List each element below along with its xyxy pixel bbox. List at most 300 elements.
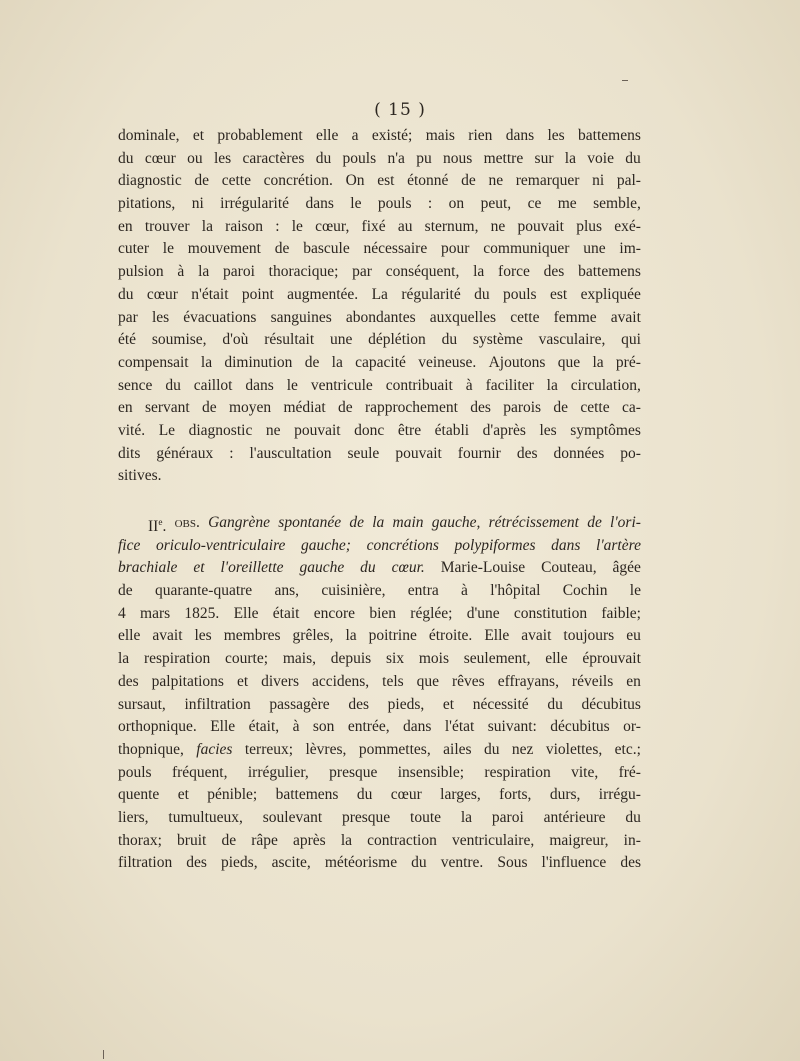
word xyxy=(425,216,479,239)
word xyxy=(581,284,641,307)
text-fragment: d'après xyxy=(482,421,526,439)
text-fragment: fice xyxy=(118,536,141,554)
word xyxy=(229,397,271,420)
text-fragment: ailes xyxy=(443,740,472,758)
text-fragment: pour xyxy=(441,240,470,258)
text-fragment: sur xyxy=(534,149,554,167)
text-fragment: des xyxy=(516,444,538,462)
word xyxy=(576,216,602,239)
text-fragment: Gangrène xyxy=(208,514,271,531)
word xyxy=(293,625,334,648)
text-fragment: sursaut, xyxy=(118,695,166,713)
word xyxy=(489,352,546,375)
text-fragment: voie xyxy=(587,149,614,167)
word xyxy=(348,716,390,739)
word xyxy=(615,739,641,762)
text-fragment: respiration xyxy=(143,650,211,668)
word xyxy=(539,329,606,352)
text-fragment: depuis xyxy=(330,650,372,668)
word xyxy=(528,193,542,216)
text-fragment: brachiale xyxy=(118,559,178,577)
word xyxy=(442,329,458,352)
word xyxy=(369,625,417,648)
text-fragment: veineuse. xyxy=(418,353,477,371)
word xyxy=(118,739,184,762)
text-fragment: fré- xyxy=(618,763,641,781)
text-fragment: pouls xyxy=(342,149,377,167)
word xyxy=(346,170,365,193)
text-fragment: l'auscultation xyxy=(249,444,332,462)
word xyxy=(582,694,641,717)
word xyxy=(214,148,231,171)
word xyxy=(473,694,529,717)
word xyxy=(229,443,233,466)
word xyxy=(186,852,207,875)
text-fragment: cette xyxy=(510,308,540,326)
text-fragment: des xyxy=(118,672,139,690)
word xyxy=(387,148,404,171)
word xyxy=(118,535,140,558)
text-fragment: La xyxy=(371,285,388,303)
word xyxy=(348,694,369,717)
word xyxy=(578,125,641,148)
word xyxy=(249,716,280,739)
word xyxy=(445,716,474,739)
word xyxy=(428,193,432,216)
text-fragment: Couteau, xyxy=(541,559,597,577)
text-fragment: une xyxy=(329,331,353,349)
text-fragment: éprouvait xyxy=(582,650,641,668)
word xyxy=(484,625,509,648)
text-fragment: mouvement xyxy=(187,240,261,258)
word xyxy=(312,671,369,694)
word xyxy=(242,284,274,307)
text-fragment: six xyxy=(385,650,405,668)
word xyxy=(118,125,180,148)
word xyxy=(352,125,359,148)
text-fragment: cœur, xyxy=(315,217,350,235)
text-fragment: l'influence xyxy=(541,854,607,872)
text-line xyxy=(118,784,641,807)
word xyxy=(221,852,258,875)
text-fragment: diagnostic xyxy=(188,421,253,439)
text-fragment: pénible; xyxy=(207,786,258,804)
word xyxy=(221,830,236,853)
text-fragment: cette xyxy=(221,172,251,190)
text-fragment: cuisinière, xyxy=(321,582,386,600)
word xyxy=(118,420,145,443)
word xyxy=(599,784,641,807)
word xyxy=(325,852,397,875)
text-fragment: du xyxy=(625,149,641,167)
text-fragment: concrétion. xyxy=(263,172,333,190)
word xyxy=(407,170,448,193)
text-line xyxy=(118,170,641,193)
word xyxy=(198,261,209,284)
text-fragment: : xyxy=(427,195,433,213)
word xyxy=(622,397,641,420)
word xyxy=(273,603,300,626)
word xyxy=(225,216,263,239)
word xyxy=(624,830,641,853)
word xyxy=(355,352,406,375)
word xyxy=(349,512,364,535)
text-fragment: oriculo-ventriculaire xyxy=(156,536,286,554)
word xyxy=(367,535,439,558)
text-fragment: rapprochement xyxy=(364,399,458,417)
word xyxy=(345,625,356,648)
text-fragment: Cochin xyxy=(562,582,608,600)
text-fragment: paroi xyxy=(223,263,255,281)
text-fragment: terreux; xyxy=(244,740,294,758)
word xyxy=(145,397,190,420)
word xyxy=(443,739,471,762)
body-text xyxy=(118,125,641,875)
word xyxy=(429,625,472,648)
text-fragment: toute xyxy=(410,808,442,826)
word xyxy=(249,443,331,466)
word xyxy=(283,648,316,671)
word xyxy=(159,420,175,443)
word xyxy=(165,375,181,398)
text-fragment: bascule xyxy=(303,240,350,258)
text-fragment: circulation, xyxy=(570,376,641,394)
text-fragment: dans xyxy=(551,536,581,554)
word xyxy=(193,125,204,148)
text-line xyxy=(118,807,641,830)
word xyxy=(184,603,219,626)
word xyxy=(610,512,641,535)
text-fragment: été xyxy=(118,331,137,349)
text-fragment: paroi xyxy=(491,808,524,826)
text-line xyxy=(118,694,641,717)
text-fragment: après xyxy=(293,831,326,849)
text-fragment: des xyxy=(620,854,641,872)
word xyxy=(194,170,209,193)
word xyxy=(614,216,641,239)
word xyxy=(210,716,235,739)
text-fragment: seule xyxy=(347,444,380,462)
text-line xyxy=(118,716,641,739)
text-fragment: gauche xyxy=(299,559,345,577)
word xyxy=(620,852,641,875)
word xyxy=(492,807,524,830)
word xyxy=(362,216,386,239)
text-fragment: pouvait xyxy=(395,444,442,462)
word xyxy=(623,716,641,739)
word xyxy=(570,420,641,443)
word xyxy=(222,329,248,352)
word xyxy=(343,148,377,171)
text-fragment: nous xyxy=(443,149,473,167)
text-fragment: eu xyxy=(626,627,641,645)
text-fragment: seulement, xyxy=(463,650,531,668)
text-fragment: le xyxy=(629,582,641,600)
word xyxy=(499,784,531,807)
word xyxy=(118,830,162,853)
word xyxy=(484,148,524,171)
word xyxy=(367,830,437,853)
paragraph-2-observation xyxy=(118,512,641,875)
text-fragment: orthopnique. xyxy=(118,718,197,736)
text-fragment: avait xyxy=(152,627,183,645)
word xyxy=(470,397,491,420)
word xyxy=(118,443,140,466)
text-fragment: me xyxy=(557,195,577,213)
word xyxy=(315,216,349,239)
text-fragment: augmentée. xyxy=(287,285,359,303)
word xyxy=(271,307,332,330)
text-fragment: battemens xyxy=(275,786,339,804)
word xyxy=(156,443,213,466)
word xyxy=(193,557,204,580)
text-fragment: cuter xyxy=(118,240,149,258)
text-fragment: femme xyxy=(553,308,597,326)
word xyxy=(571,762,598,785)
text-fragment: la xyxy=(118,650,130,668)
word xyxy=(251,830,278,853)
word xyxy=(601,603,641,626)
word xyxy=(261,671,299,694)
text-fragment: ventre. xyxy=(440,854,484,872)
text-fragment: en xyxy=(118,399,133,417)
word xyxy=(483,238,569,261)
text-fragment: la xyxy=(331,353,343,371)
word xyxy=(613,557,641,580)
text-fragment: elle xyxy=(118,627,141,645)
text-fragment: pouvait xyxy=(294,421,341,439)
text-line xyxy=(118,603,641,626)
word xyxy=(491,216,506,239)
text-fragment: l'artère xyxy=(596,536,641,554)
word xyxy=(314,603,355,626)
text-fragment: on xyxy=(448,195,465,213)
text-fragment: pieds, xyxy=(220,854,258,872)
text-fragment: et xyxy=(177,786,189,804)
text-fragment: Sous xyxy=(497,854,528,872)
text-fragment: le xyxy=(286,376,298,394)
word xyxy=(341,830,352,853)
word xyxy=(118,375,152,398)
word xyxy=(467,603,500,626)
text-fragment: l'ori- xyxy=(610,514,641,531)
word xyxy=(553,443,604,466)
word xyxy=(274,580,299,603)
text-fragment: données xyxy=(553,444,605,462)
text-fragment: Ajoutons xyxy=(488,353,546,371)
word xyxy=(572,671,613,694)
text-fragment: la xyxy=(460,808,473,826)
text-fragment: l'état xyxy=(444,718,475,736)
word xyxy=(616,352,641,375)
word xyxy=(490,580,540,603)
word xyxy=(440,784,481,807)
text-line xyxy=(118,420,641,443)
text-line xyxy=(118,512,641,535)
text-fragment: l'hôpital xyxy=(490,582,541,600)
word xyxy=(458,443,501,466)
word xyxy=(461,580,468,603)
word xyxy=(571,375,641,398)
text-fragment: battemens xyxy=(578,263,641,281)
word xyxy=(549,830,608,853)
text-fragment: irrégulier, xyxy=(247,763,309,781)
text-fragment: régularité xyxy=(401,285,461,303)
text-fragment: des xyxy=(348,695,369,713)
text-fragment: du xyxy=(474,285,490,303)
word xyxy=(596,535,641,558)
word xyxy=(163,238,174,261)
text-fragment: faible; xyxy=(601,604,641,622)
word xyxy=(545,648,567,671)
word xyxy=(118,603,126,626)
text-fragment: son xyxy=(312,718,335,736)
word xyxy=(486,375,534,398)
text-line xyxy=(118,193,641,216)
text-fragment: forts, xyxy=(499,786,532,804)
text-fragment: du xyxy=(483,740,500,758)
text-line xyxy=(118,557,641,580)
text-fragment: était, xyxy=(248,718,280,736)
word xyxy=(441,852,484,875)
word xyxy=(245,739,293,762)
word xyxy=(368,329,426,352)
text-fragment: etc.; xyxy=(614,740,641,758)
word xyxy=(263,807,322,830)
text-fragment: communiquer xyxy=(483,240,570,258)
word xyxy=(118,465,162,488)
text-fragment: 1825. xyxy=(184,604,220,622)
word xyxy=(225,648,268,671)
text-fragment: contraction xyxy=(367,831,437,849)
word xyxy=(372,125,412,148)
word xyxy=(392,557,425,580)
word xyxy=(118,852,172,875)
text-fragment: ni xyxy=(592,172,605,190)
text-fragment: généraux xyxy=(156,444,214,462)
word xyxy=(565,148,576,171)
word xyxy=(217,125,302,148)
text-fragment: point xyxy=(241,285,274,303)
word xyxy=(264,170,333,193)
text-fragment: : xyxy=(275,217,280,235)
text-fragment: auxquelles xyxy=(429,308,497,326)
word xyxy=(360,557,376,580)
page-number: ( 15 ) xyxy=(374,100,426,120)
text-fragment: ou xyxy=(187,149,203,167)
text-fragment: infiltration xyxy=(184,695,251,713)
text-fragment: liers, xyxy=(118,808,149,826)
text-fragment: pouls xyxy=(503,285,537,303)
word xyxy=(237,671,248,694)
word xyxy=(330,329,352,352)
text-fragment: pouvait xyxy=(517,217,564,235)
word xyxy=(592,352,603,375)
text-fragment: moyen xyxy=(228,399,272,417)
word xyxy=(474,284,490,307)
word xyxy=(305,193,333,216)
paragraph-1 xyxy=(118,125,641,488)
word xyxy=(593,193,641,216)
text-fragment: obs. xyxy=(174,514,200,531)
word xyxy=(303,238,349,261)
word xyxy=(195,625,212,648)
text-fragment: être xyxy=(397,421,422,439)
text-fragment: de xyxy=(461,172,476,190)
text-fragment: n'était xyxy=(191,285,229,303)
text-fragment: la xyxy=(473,263,485,281)
word xyxy=(118,397,133,420)
text-line xyxy=(118,671,641,694)
text-line xyxy=(118,762,641,785)
text-fragment: violettes, xyxy=(545,740,603,758)
word xyxy=(293,830,326,853)
text-fragment: expliquée xyxy=(580,285,641,303)
word xyxy=(118,580,133,603)
text-fragment: larges, xyxy=(440,786,481,804)
text-fragment: du xyxy=(411,854,427,872)
text-fragment: vité. xyxy=(118,421,146,439)
text-fragment: pu xyxy=(416,149,432,167)
text-line xyxy=(118,329,641,352)
text-fragment: les xyxy=(539,421,557,439)
text-fragment: battemens xyxy=(578,127,641,144)
text-fragment: accidens, xyxy=(311,672,370,690)
text-fragment: : xyxy=(229,444,234,462)
word xyxy=(369,603,396,626)
text-fragment: maigreur, xyxy=(549,831,609,849)
text-fragment: force xyxy=(498,263,530,281)
text-fragment: le xyxy=(291,217,303,235)
word xyxy=(452,671,485,694)
word xyxy=(498,671,559,694)
text-fragment: du xyxy=(360,559,376,577)
text-fragment: à xyxy=(292,718,300,736)
text-fragment: rêves xyxy=(452,672,485,690)
text-fragment: les xyxy=(213,149,232,167)
text-fragment: compensait xyxy=(118,353,189,371)
text-fragment: donc xyxy=(354,421,385,439)
word xyxy=(118,807,149,830)
word xyxy=(145,148,176,171)
text-line xyxy=(118,739,641,762)
word xyxy=(342,807,390,830)
text-fragment: probablement xyxy=(217,127,303,144)
text-fragment: qui xyxy=(621,331,641,349)
word xyxy=(464,648,531,671)
text-fragment: ce xyxy=(527,195,542,213)
word xyxy=(188,238,261,261)
text-fragment: poitrine xyxy=(368,627,417,645)
text-fragment: les xyxy=(194,627,212,645)
text-fragment: passagère xyxy=(269,695,330,713)
text-line xyxy=(118,148,641,171)
text-fragment: caractères xyxy=(242,149,305,167)
text-fragment: d'où xyxy=(222,331,249,349)
text-fragment: servant xyxy=(144,399,190,417)
word xyxy=(194,375,233,398)
word xyxy=(147,284,178,307)
text-fragment: météorisme xyxy=(324,854,398,872)
text-fragment: thoracique; xyxy=(268,263,339,281)
text-fragment: rien xyxy=(468,127,493,144)
word xyxy=(484,762,550,785)
text-fragment: parois xyxy=(503,399,542,417)
text-fragment: thopnique, xyxy=(118,740,184,758)
text-fragment: nécessité xyxy=(472,695,529,713)
word xyxy=(398,216,413,239)
word xyxy=(563,580,608,603)
